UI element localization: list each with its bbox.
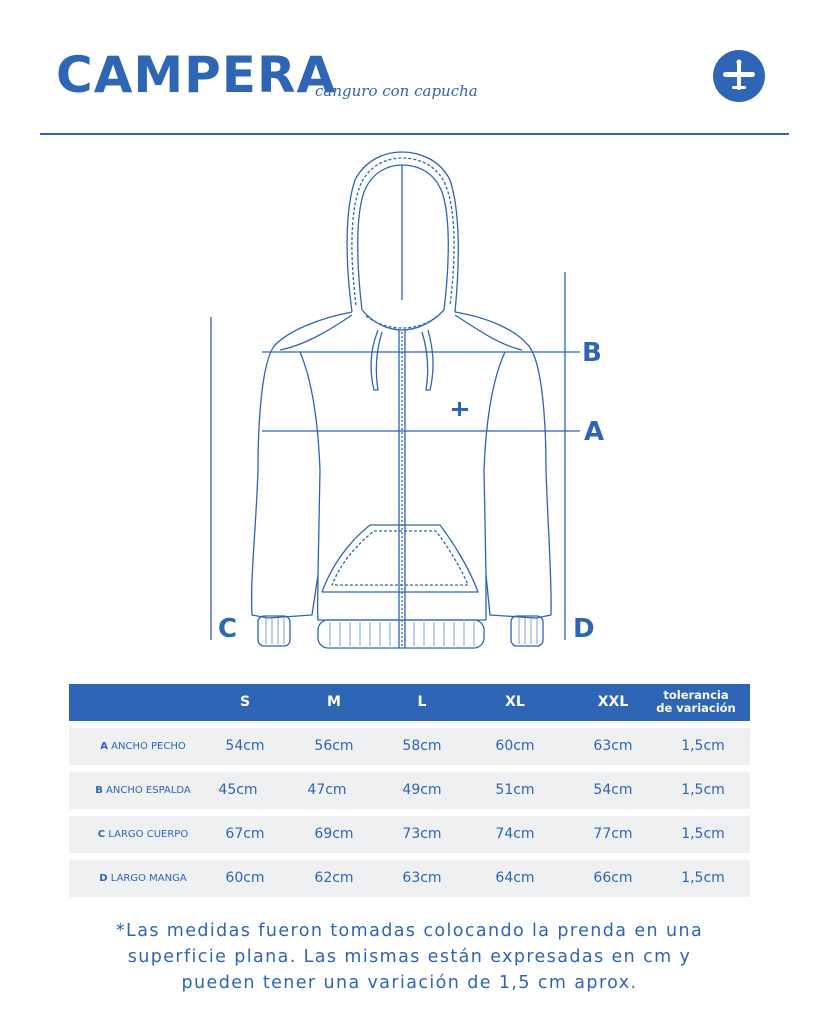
- footnote-line: pueden tener una variación de 1,5 cm aprox.: [181, 973, 638, 993]
- brand-logo: [713, 50, 765, 102]
- marker-b: B: [582, 338, 602, 368]
- hoodie-diagram: [0, 140, 819, 660]
- col-xxl: XXL: [597, 694, 629, 710]
- table-cell: 49cm: [402, 782, 442, 798]
- chest-airplane-icon: [452, 402, 468, 416]
- table-cell: 62cm: [314, 870, 354, 886]
- table-cell: 54cm: [593, 782, 633, 798]
- row-label: A ANCHO PECHO: [100, 741, 186, 752]
- table-cell: 1,5cm: [681, 826, 725, 842]
- table-cell: 54cm: [225, 738, 265, 754]
- airplane-icon: [713, 50, 765, 102]
- table-cell: 51cm: [495, 782, 535, 798]
- row-label: B ANCHO ESPALDA: [95, 785, 191, 796]
- col-xl: XL: [505, 694, 525, 710]
- table-cell: 60cm: [225, 870, 265, 886]
- table-cell: 63cm: [402, 870, 442, 886]
- table-cell: 77cm: [593, 826, 633, 842]
- page-title: CAMPERA: [56, 46, 337, 104]
- page-subtitle: canguro con capucha: [315, 82, 478, 100]
- left-cuff: [258, 616, 290, 646]
- row-label: C LARGO CUERPO: [97, 829, 189, 840]
- header-divider: [40, 133, 789, 135]
- table-cell: 66cm: [593, 870, 633, 886]
- row-label: D LARGO MANGA: [99, 873, 187, 884]
- table-cell: 69cm: [314, 826, 354, 842]
- waistband: [318, 620, 484, 648]
- hoodie-hood: [347, 152, 458, 312]
- table-cell: 67cm: [225, 826, 265, 842]
- table-cell: 60cm: [495, 738, 535, 754]
- col-l: L: [417, 694, 427, 710]
- table-cell: 1,5cm: [681, 738, 725, 754]
- footnote-line: *Las medidas fueron tomadas colocando la prenda en una: [115, 921, 704, 941]
- col-s: S: [239, 694, 251, 710]
- table-cell: 63cm: [593, 738, 633, 754]
- table-cell: 74cm: [495, 826, 535, 842]
- table-cell: 47cm: [307, 782, 347, 798]
- table-row: [69, 772, 750, 809]
- table-cell: 45cm: [218, 782, 258, 798]
- table-cell: 73cm: [402, 826, 442, 842]
- footnote-line: superficie plana. Las mismas están expresadas en cm y: [127, 947, 692, 967]
- table-cell: 1,5cm: [681, 870, 725, 886]
- marker-c: C: [218, 614, 238, 644]
- footnote: [40, 918, 779, 996]
- marker-d: D: [573, 614, 595, 644]
- table-cell: 56cm: [314, 738, 354, 754]
- col-tolerance: tolerancia de variación: [656, 688, 736, 715]
- table-row: [69, 728, 750, 765]
- table-header: [69, 684, 750, 721]
- right-cuff: [511, 616, 543, 646]
- size-table: [69, 684, 750, 886]
- marker-a: A: [584, 417, 605, 447]
- table-cell: 58cm: [402, 738, 442, 754]
- table-cell: 64cm: [495, 870, 535, 886]
- table-row: [69, 860, 750, 897]
- table-row: [69, 816, 750, 853]
- col-m: M: [327, 694, 341, 710]
- table-cell: 1,5cm: [681, 782, 725, 798]
